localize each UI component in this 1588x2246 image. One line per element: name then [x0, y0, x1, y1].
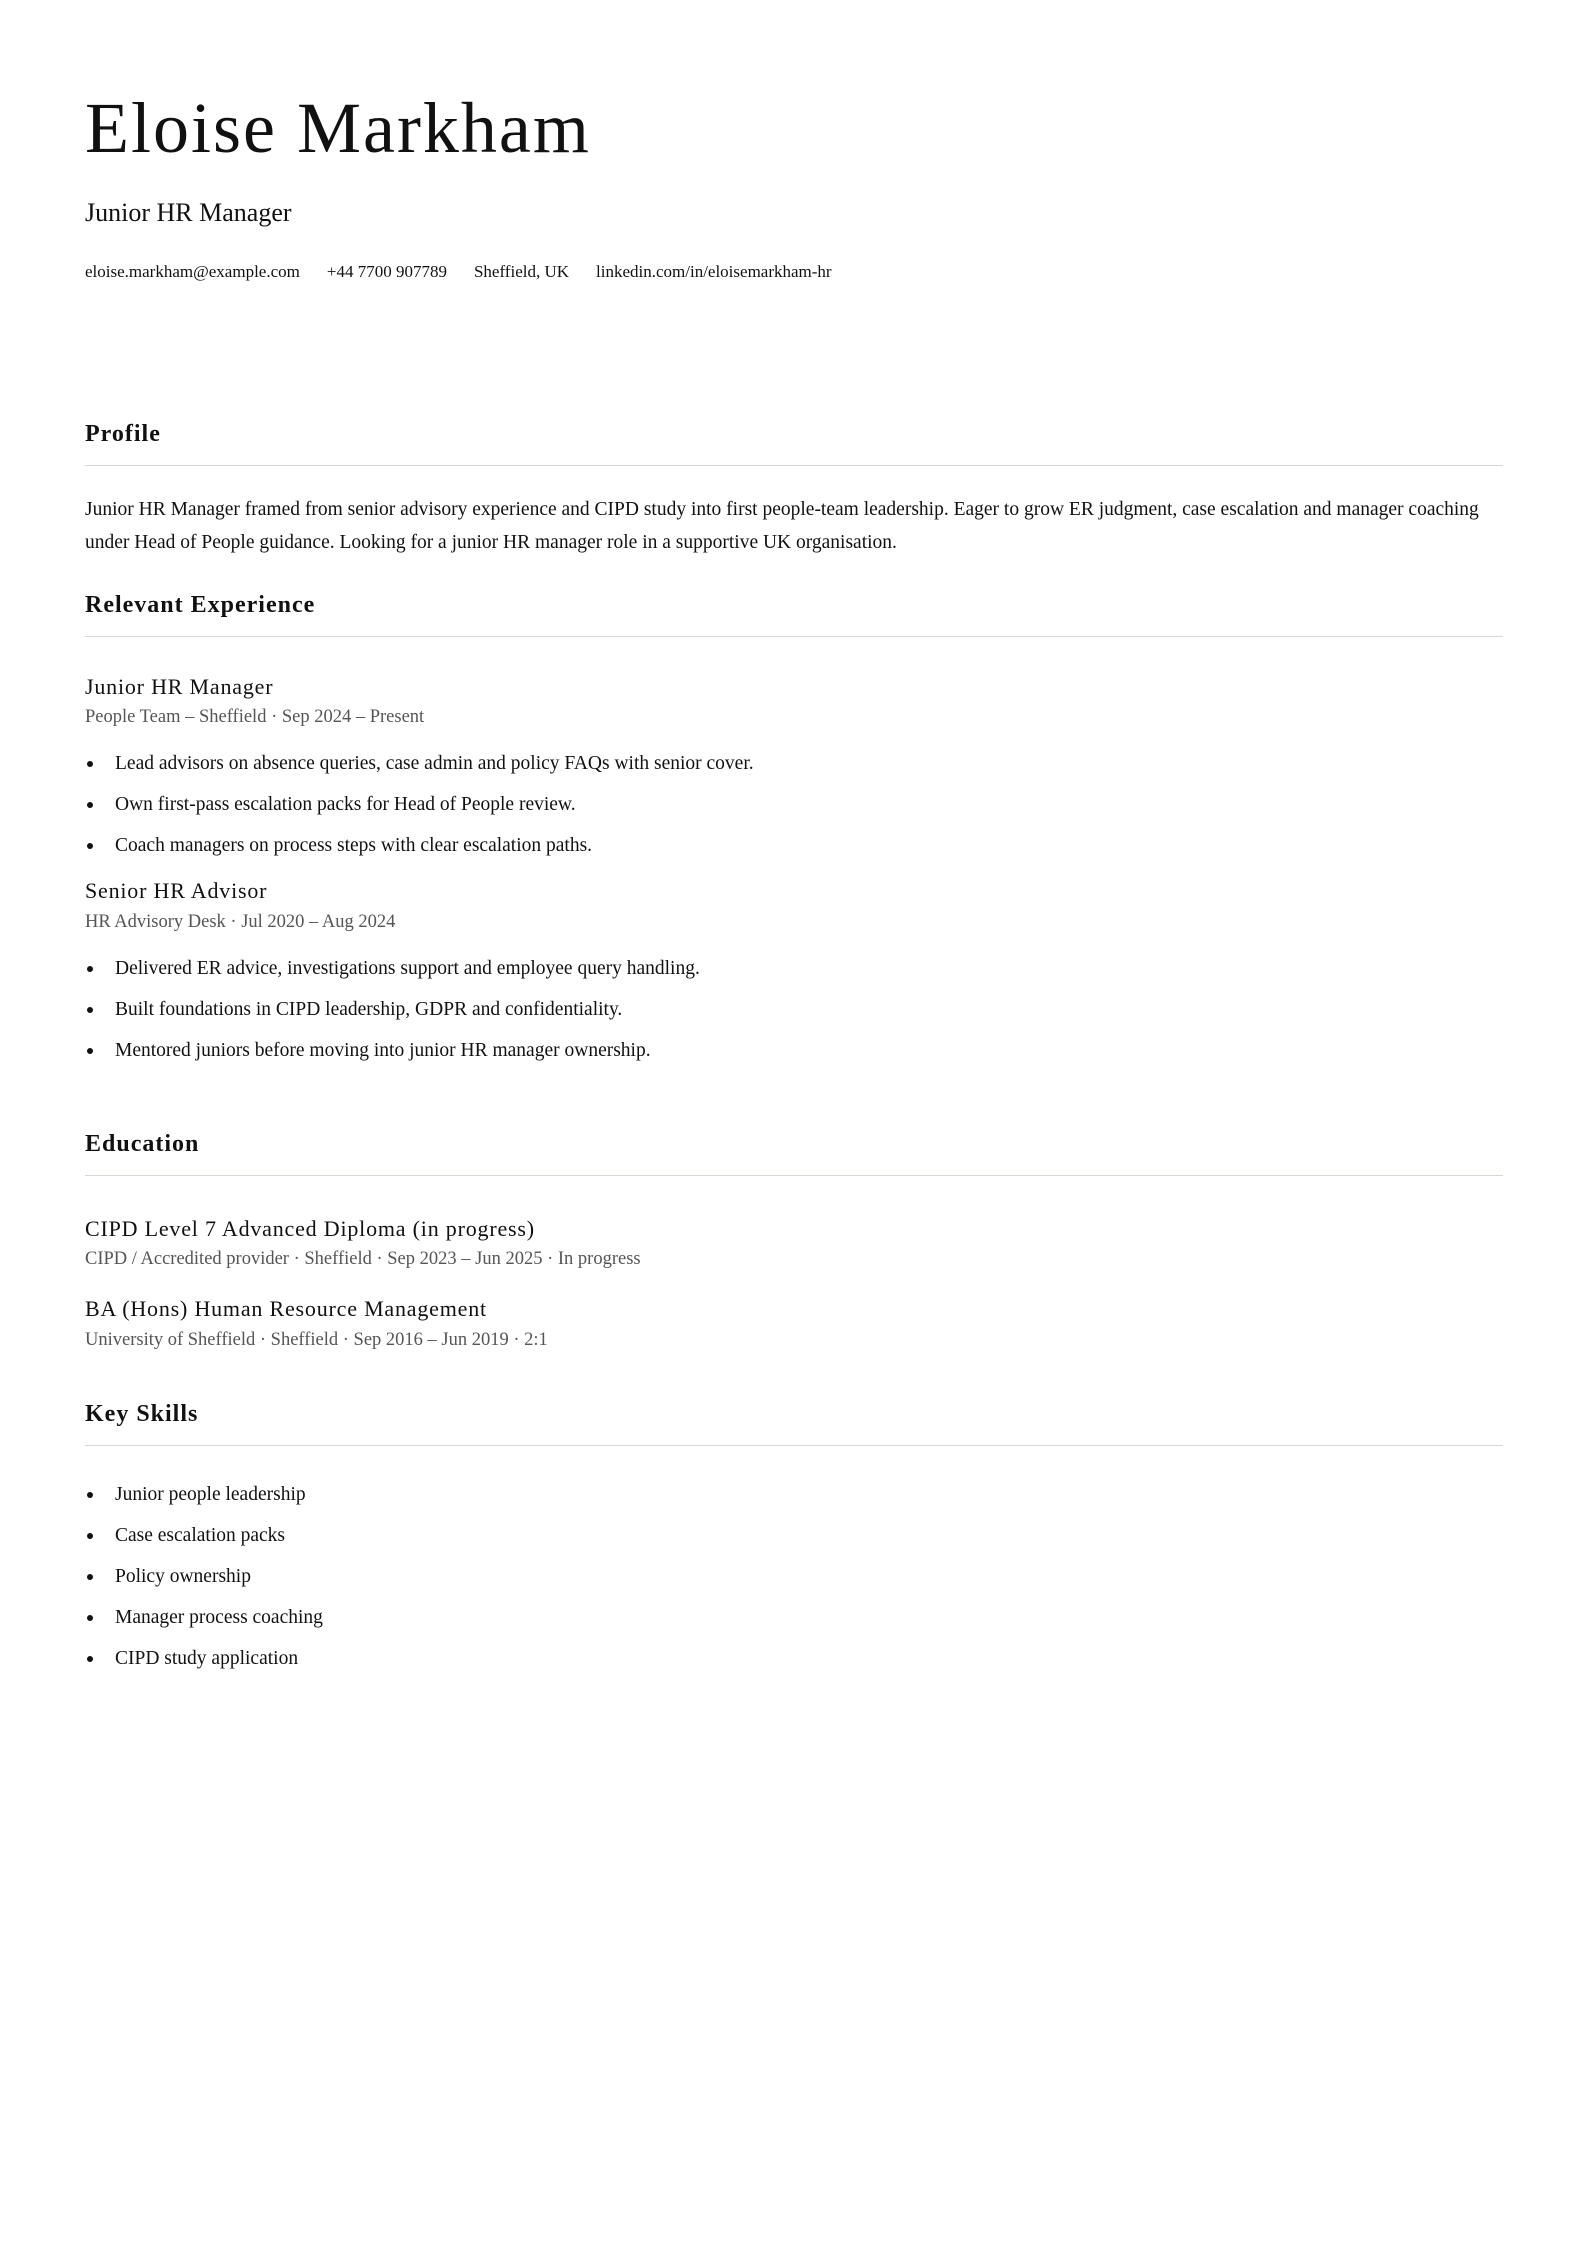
- skill-item: Manager process coaching: [85, 1597, 1503, 1638]
- skills-section: [85, 1400, 1503, 1679]
- skill-item: Case escalation packs: [85, 1515, 1503, 1556]
- job-title: Junior HR Manager: [85, 673, 274, 699]
- education-entry: [85, 1296, 1503, 1351]
- candidate-name: Eloise Markham: [85, 88, 591, 168]
- job-bullets: [85, 743, 1503, 866]
- education-meta: CIPD / Accredited provider · Sheffield · Sep 2023 – Jun 2025 · In progress: [85, 1249, 641, 1270]
- section-title-profile: Profile: [85, 420, 1503, 466]
- skill-item: Policy ownership: [85, 1556, 1503, 1597]
- profile-section: [85, 420, 1503, 559]
- job-meta: HR Advisory Desk · Jul 2020 – Aug 2024: [85, 911, 396, 932]
- job-bullet: Coach managers on process steps with clear escalation paths.: [85, 825, 1503, 866]
- skill-item: Junior people leadership: [85, 1474, 1503, 1515]
- job-entry: [85, 878, 1503, 1071]
- education-entry: [85, 1216, 1503, 1271]
- contact-linkedin: linkedin.com/in/eloisemarkham-hr: [596, 262, 832, 281]
- education-section: [85, 1130, 1503, 1351]
- education-title: CIPD Level 7 Advanced Diploma (in progress): [85, 1215, 535, 1241]
- job-bullet: Built foundations in CIPD leadership, GDPR and confidentiality.: [85, 989, 1503, 1030]
- job-bullet: Delivered ER advice, investigations support and employee query handling.: [85, 948, 1503, 989]
- contact-phone: +44 7700 907789: [326, 262, 447, 281]
- experience-section: [85, 591, 1503, 1071]
- job-bullet: Lead advisors on absence queries, case admin and policy FAQs with senior cover.: [85, 743, 1503, 784]
- job-entry: [85, 674, 1503, 867]
- skill-item: CIPD study application: [85, 1638, 1503, 1679]
- skills-list: [85, 1474, 1503, 1679]
- candidate-role: Junior HR Manager: [85, 198, 292, 227]
- education-meta: University of Sheffield · Sheffield · Sep 2016 – Jun 2019 · 2:1: [85, 1329, 548, 1350]
- profile-text: Junior HR Manager framed from senior advisory experience and CIPD study into first people-team leadership. Eager to grow ER judgment, case escalation and manager coaching under Head of People guidance. Looking for a junior HR manager role in a supportive UK organisation.: [85, 498, 1479, 553]
- job-bullet: Own first-pass escalation packs for Head of People review.: [85, 784, 1503, 825]
- job-bullets: [85, 948, 1503, 1071]
- job-title: Senior HR Advisor: [85, 878, 268, 904]
- contact-line: [85, 262, 832, 282]
- section-title-skills: Key Skills: [85, 1400, 1503, 1446]
- section-title-experience: Relevant Experience: [85, 591, 1503, 637]
- contact-email: eloise.markham@example.com: [85, 262, 300, 281]
- job-meta: People Team – Sheffield · Sep 2024 – Present: [85, 707, 425, 728]
- job-bullet: Mentored juniors before moving into junior HR manager ownership.: [85, 1030, 1503, 1071]
- education-title: BA (Hons) Human Resource Management: [85, 1296, 487, 1322]
- contact-location: Sheffield, UK: [473, 262, 570, 281]
- section-title-education: Education: [85, 1130, 1503, 1176]
